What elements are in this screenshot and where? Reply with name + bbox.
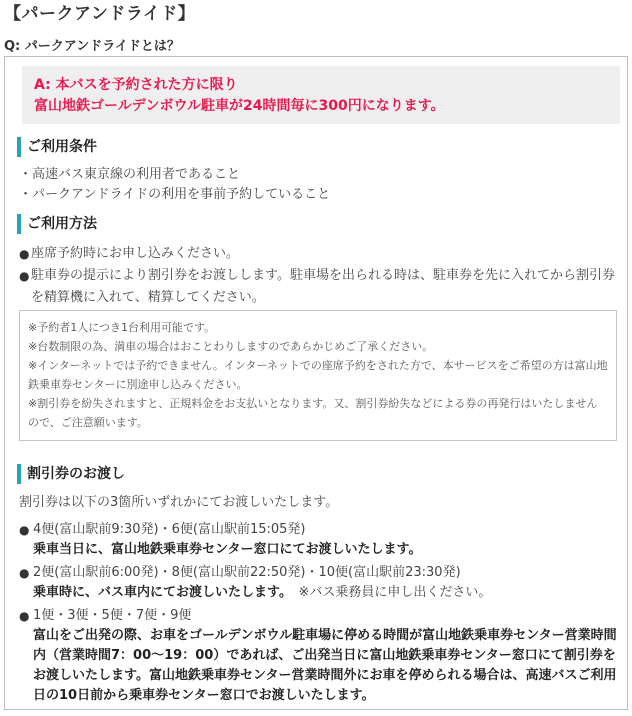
delivery-detail-text: 乗車当日に、富山地鉄乗車券センター窓口にてお渡しいたします。 [33, 542, 422, 557]
delivery-intro: 割引券は以下の3箇所いずれかにてお渡しいたします。 [19, 495, 339, 510]
notes-box [19, 310, 617, 441]
delivery-heading: 割引券のお渡し [17, 464, 125, 484]
page-title: 【パークアンドライド】 [4, 4, 196, 24]
note-text: ※インターネットでは予約できません。インターネットでの座席予約をされた方で、本サービスをご希望の方は富山地鉄乗車券センターに別途申し込みください。 [28, 359, 608, 391]
delivery-flights: 1便・3便・5便・7便・9便 [33, 608, 192, 623]
bullet-dot-icon: ● [19, 609, 30, 623]
answer-line-1: A: 本バスを予約された方に限り [34, 77, 238, 93]
delivery-detail [33, 583, 617, 603]
faq-question: Q: パークアンドライドとは？ [4, 39, 180, 54]
delivery-list [19, 520, 617, 709]
condition-item: ・高速バス東京線の利用者であること [19, 167, 241, 182]
delivery-detail [33, 626, 617, 706]
delivery-note: ※バス乗務員に申し出ください。 [298, 585, 492, 600]
answer-line-2: 富山地鉄ゴールデンボウル駐車が24時間毎に300円になります。 [34, 98, 445, 114]
usage-list [19, 243, 617, 309]
list-item [19, 265, 617, 309]
bullet-dot-icon: ● [19, 269, 30, 283]
delivery-detail-text: 富山をご出発の際、お車をゴールデンボウル駐車場に停める時間が富山地鉄乗車券センター営業時間内（営業時間7：00〜19：00）であれば、ご出発当日に富山地鉄乗車券センター窓口にて割引券をお渡しいたします。富山地鉄乗車券センター営業時間外にお車を停められる場合は、高速バスご利用日の10日前から乗車券センター窓口でお渡しいたします。 [33, 628, 617, 703]
note-text: ※割引券を紛失されますと、正規料金をお支払いとなります。又、割引券紛失などによる券の再発行はいたしませんので、ご注意願います。 [28, 397, 598, 429]
note-text: ※台数制限の為、満車の場合はおことわりしますのであらかじめご了承ください。 [28, 340, 434, 353]
bullet-dot-icon: ● [19, 247, 30, 261]
list-item [19, 563, 617, 603]
usage-item-text: 駐車券の提示により割引券をお渡しします。駐車場を出られる時は、駐車券を先に入れてから割引券を精算機に入れて、精算してください。 [31, 268, 615, 305]
conditions-heading: ご利用条件 [17, 137, 97, 157]
delivery-flights: 4便(富山駅前9:30発)・6便(富山駅前15:05発) [33, 522, 306, 537]
answer-panel [4, 56, 628, 710]
delivery-flights: 2便(富山駅前6:00発)・8便(富山駅前22:50発)・10便(富山駅前23:30発) [33, 565, 461, 580]
usage-heading: ご利用方法 [17, 214, 97, 234]
note-text: ※予約者1人につき1台利用可能です。 [28, 321, 216, 334]
list-item [19, 520, 617, 560]
delivery-detail [33, 540, 617, 560]
usage-item-text: 座席予約時にお申し込みください。 [31, 246, 240, 261]
bullet-dot-icon: ● [19, 566, 30, 580]
answer-highlight [22, 66, 620, 124]
bullet-dot-icon: ● [19, 523, 30, 537]
list-item [19, 606, 617, 706]
delivery-detail-text: 乗車時に、バス車内にてお渡しいたします。 [33, 585, 286, 600]
list-item [19, 243, 617, 265]
condition-item: ・パークアンドライドの利用を事前予約していること [19, 187, 331, 202]
